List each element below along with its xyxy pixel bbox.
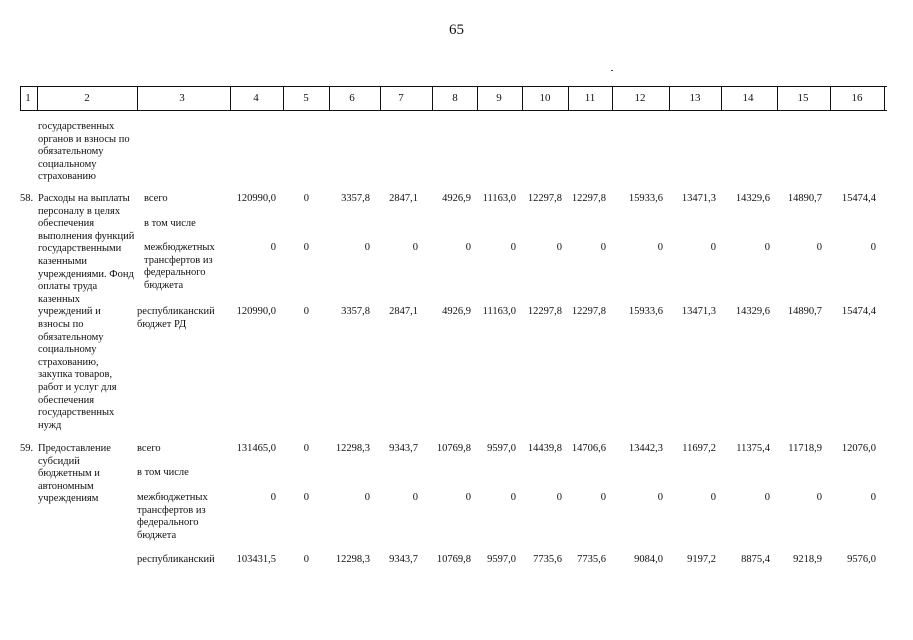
scan-speck — [611, 70, 613, 71]
header-bottom-border — [20, 110, 887, 111]
header-column-divider — [522, 86, 523, 110]
value-cell: 14329,6 — [735, 193, 770, 204]
header-column-divider — [432, 86, 433, 110]
header-column-divider — [669, 86, 670, 110]
column-header-9: 9 — [496, 92, 502, 104]
value-cell: 0 — [510, 492, 516, 503]
value-cell: 12297,8 — [527, 193, 562, 204]
row-59-name: Предоставление субсидий бюджетным и автономным учреждениям — [38, 443, 111, 505]
value-cell: 14890,7 — [787, 306, 822, 317]
column-header-10: 10 — [539, 92, 551, 104]
value-cell: 11163,0 — [482, 193, 516, 204]
value-cell: 0 — [303, 554, 309, 565]
header-column-divider — [477, 86, 478, 110]
value-cell: 0 — [657, 492, 663, 503]
value-cell: 9343,7 — [389, 443, 418, 454]
value-cell: 9343,7 — [389, 554, 418, 565]
value-cell: 0 — [303, 242, 309, 253]
value-cell: 103431,5 — [236, 554, 276, 565]
value-cell: 0 — [303, 492, 309, 503]
value-cell: 0 — [465, 242, 471, 253]
value-cell: 11375,4 — [736, 443, 770, 454]
value-cell: 0 — [816, 242, 822, 253]
value-cell: 4926,9 — [442, 193, 471, 204]
row-58-number: 58. — [20, 193, 34, 204]
value-cell: 0 — [412, 242, 418, 253]
value-cell: 0 — [764, 242, 770, 253]
value-cell: 14439,8 — [527, 443, 562, 454]
value-cell: 9576,0 — [847, 554, 876, 565]
value-cell: 14706,6 — [571, 443, 606, 454]
row-59-label-federal: межбюджетных трансфертов из федерального бюджета — [137, 492, 208, 541]
value-cell: 7735,6 — [533, 554, 562, 565]
value-cell: 3357,8 — [341, 306, 370, 317]
value-cell: 8875,4 — [741, 554, 770, 565]
row-59-label-including: в том числе — [137, 467, 189, 478]
value-cell: 11718,9 — [788, 443, 822, 454]
value-cell: 13442,3 — [628, 443, 663, 454]
value-cell: 131465,0 — [236, 443, 276, 454]
column-header-7: 7 — [398, 92, 404, 104]
column-header-6: 6 — [349, 92, 355, 104]
value-cell: 2847,1 — [389, 306, 418, 317]
value-cell: 9084,0 — [634, 554, 663, 565]
value-cell: 12298,3 — [335, 443, 370, 454]
value-cell: 10769,8 — [436, 554, 471, 565]
value-cell: 0 — [600, 492, 606, 503]
column-header-4: 4 — [253, 92, 259, 104]
table-top-border — [20, 86, 887, 87]
value-cell: 15474,4 — [841, 193, 876, 204]
value-cell: 12297,8 — [571, 306, 606, 317]
column-header-2: 2 — [84, 92, 90, 104]
row-58-label-including: в том числе — [144, 218, 196, 229]
value-cell: 3357,8 — [341, 193, 370, 204]
value-cell: 15933,6 — [628, 306, 663, 317]
header-column-divider — [721, 86, 722, 110]
header-column-divider — [329, 86, 330, 110]
value-cell: 11697,2 — [682, 443, 716, 454]
value-cell: 9597,0 — [487, 554, 516, 565]
column-header-11: 11 — [584, 92, 596, 104]
value-cell: 0 — [510, 242, 516, 253]
header-column-divider — [283, 86, 284, 110]
value-cell: 0 — [600, 242, 606, 253]
row-58-label-federal: межбюджетных трансфертов из федерального бюджета — [144, 242, 215, 291]
header-column-divider — [777, 86, 778, 110]
value-cell: 0 — [710, 492, 716, 503]
value-cell: 0 — [710, 242, 716, 253]
value-cell: 2847,1 — [389, 193, 418, 204]
row-59-number: 59. — [20, 443, 34, 454]
value-cell: 0 — [303, 306, 309, 317]
value-cell: 9218,9 — [793, 554, 822, 565]
value-cell: 15933,6 — [628, 193, 663, 204]
value-cell: 0 — [364, 242, 370, 253]
value-cell: 9597,0 — [487, 443, 516, 454]
column-header-14: 14 — [742, 92, 754, 104]
value-cell: 12076,0 — [841, 443, 876, 454]
value-cell: 13471,3 — [681, 193, 716, 204]
value-cell: 13471,3 — [681, 306, 716, 317]
header-column-divider — [612, 86, 613, 110]
value-cell: 0 — [270, 492, 276, 503]
header-column-divider — [830, 86, 831, 110]
value-cell: 0 — [556, 242, 562, 253]
value-cell: 12297,8 — [571, 193, 606, 204]
value-cell: 7735,6 — [577, 554, 606, 565]
column-header-3: 3 — [179, 92, 185, 104]
row-58-label-total: всего — [144, 193, 168, 204]
value-cell: 120990,0 — [236, 306, 276, 317]
page-number: 65 — [449, 22, 464, 38]
value-cell: 0 — [412, 492, 418, 503]
value-cell: 12297,8 — [527, 306, 562, 317]
column-header-5: 5 — [303, 92, 309, 104]
value-cell: 120990,0 — [236, 193, 276, 204]
value-cell: 0 — [870, 492, 876, 503]
row-58-name: Расходы на выплаты персоналу в целях обеспечения выполнения функций государственными казенными учреждениями. Фонд оплаты труда казенных учреждений и взносы по обязательному социальному страхованию, закупка товаров, работ и услуг для обеспечения государственных нужд — [38, 193, 135, 431]
header-column-divider — [137, 86, 138, 110]
value-cell: 12298,3 — [335, 554, 370, 565]
column-header-12: 12 — [634, 92, 646, 104]
value-cell: 14890,7 — [787, 193, 822, 204]
row-58-label-republic: республиканский бюджет РД — [137, 306, 215, 330]
header-column-divider — [230, 86, 231, 110]
value-cell: 11163,0 — [482, 306, 516, 317]
value-cell: 0 — [764, 492, 770, 503]
column-header-16: 16 — [851, 92, 863, 104]
value-cell: 0 — [303, 193, 309, 204]
value-cell: 0 — [364, 492, 370, 503]
column-header-13: 13 — [689, 92, 701, 104]
value-cell: 14329,6 — [735, 306, 770, 317]
value-cell: 9197,2 — [687, 554, 716, 565]
value-cell: 10769,8 — [436, 443, 471, 454]
row-59-label-total: всего — [137, 443, 161, 454]
value-cell: 0 — [270, 242, 276, 253]
header-column-divider — [568, 86, 569, 110]
value-cell: 0 — [870, 242, 876, 253]
value-cell: 15474,4 — [841, 306, 876, 317]
value-cell: 0 — [657, 242, 663, 253]
header-column-divider — [884, 86, 885, 110]
continued-row-name: государственных органов и взносы по обязательному социальному страхованию — [38, 121, 130, 183]
value-cell: 0 — [556, 492, 562, 503]
value-cell: 0 — [465, 492, 471, 503]
value-cell: 0 — [303, 443, 309, 454]
value-cell: 4926,9 — [442, 306, 471, 317]
column-header-1: 1 — [25, 92, 31, 104]
row-59-label-republic: республиканский — [137, 554, 215, 565]
column-header-8: 8 — [452, 92, 458, 104]
column-header-15: 15 — [797, 92, 809, 104]
value-cell: 0 — [816, 492, 822, 503]
